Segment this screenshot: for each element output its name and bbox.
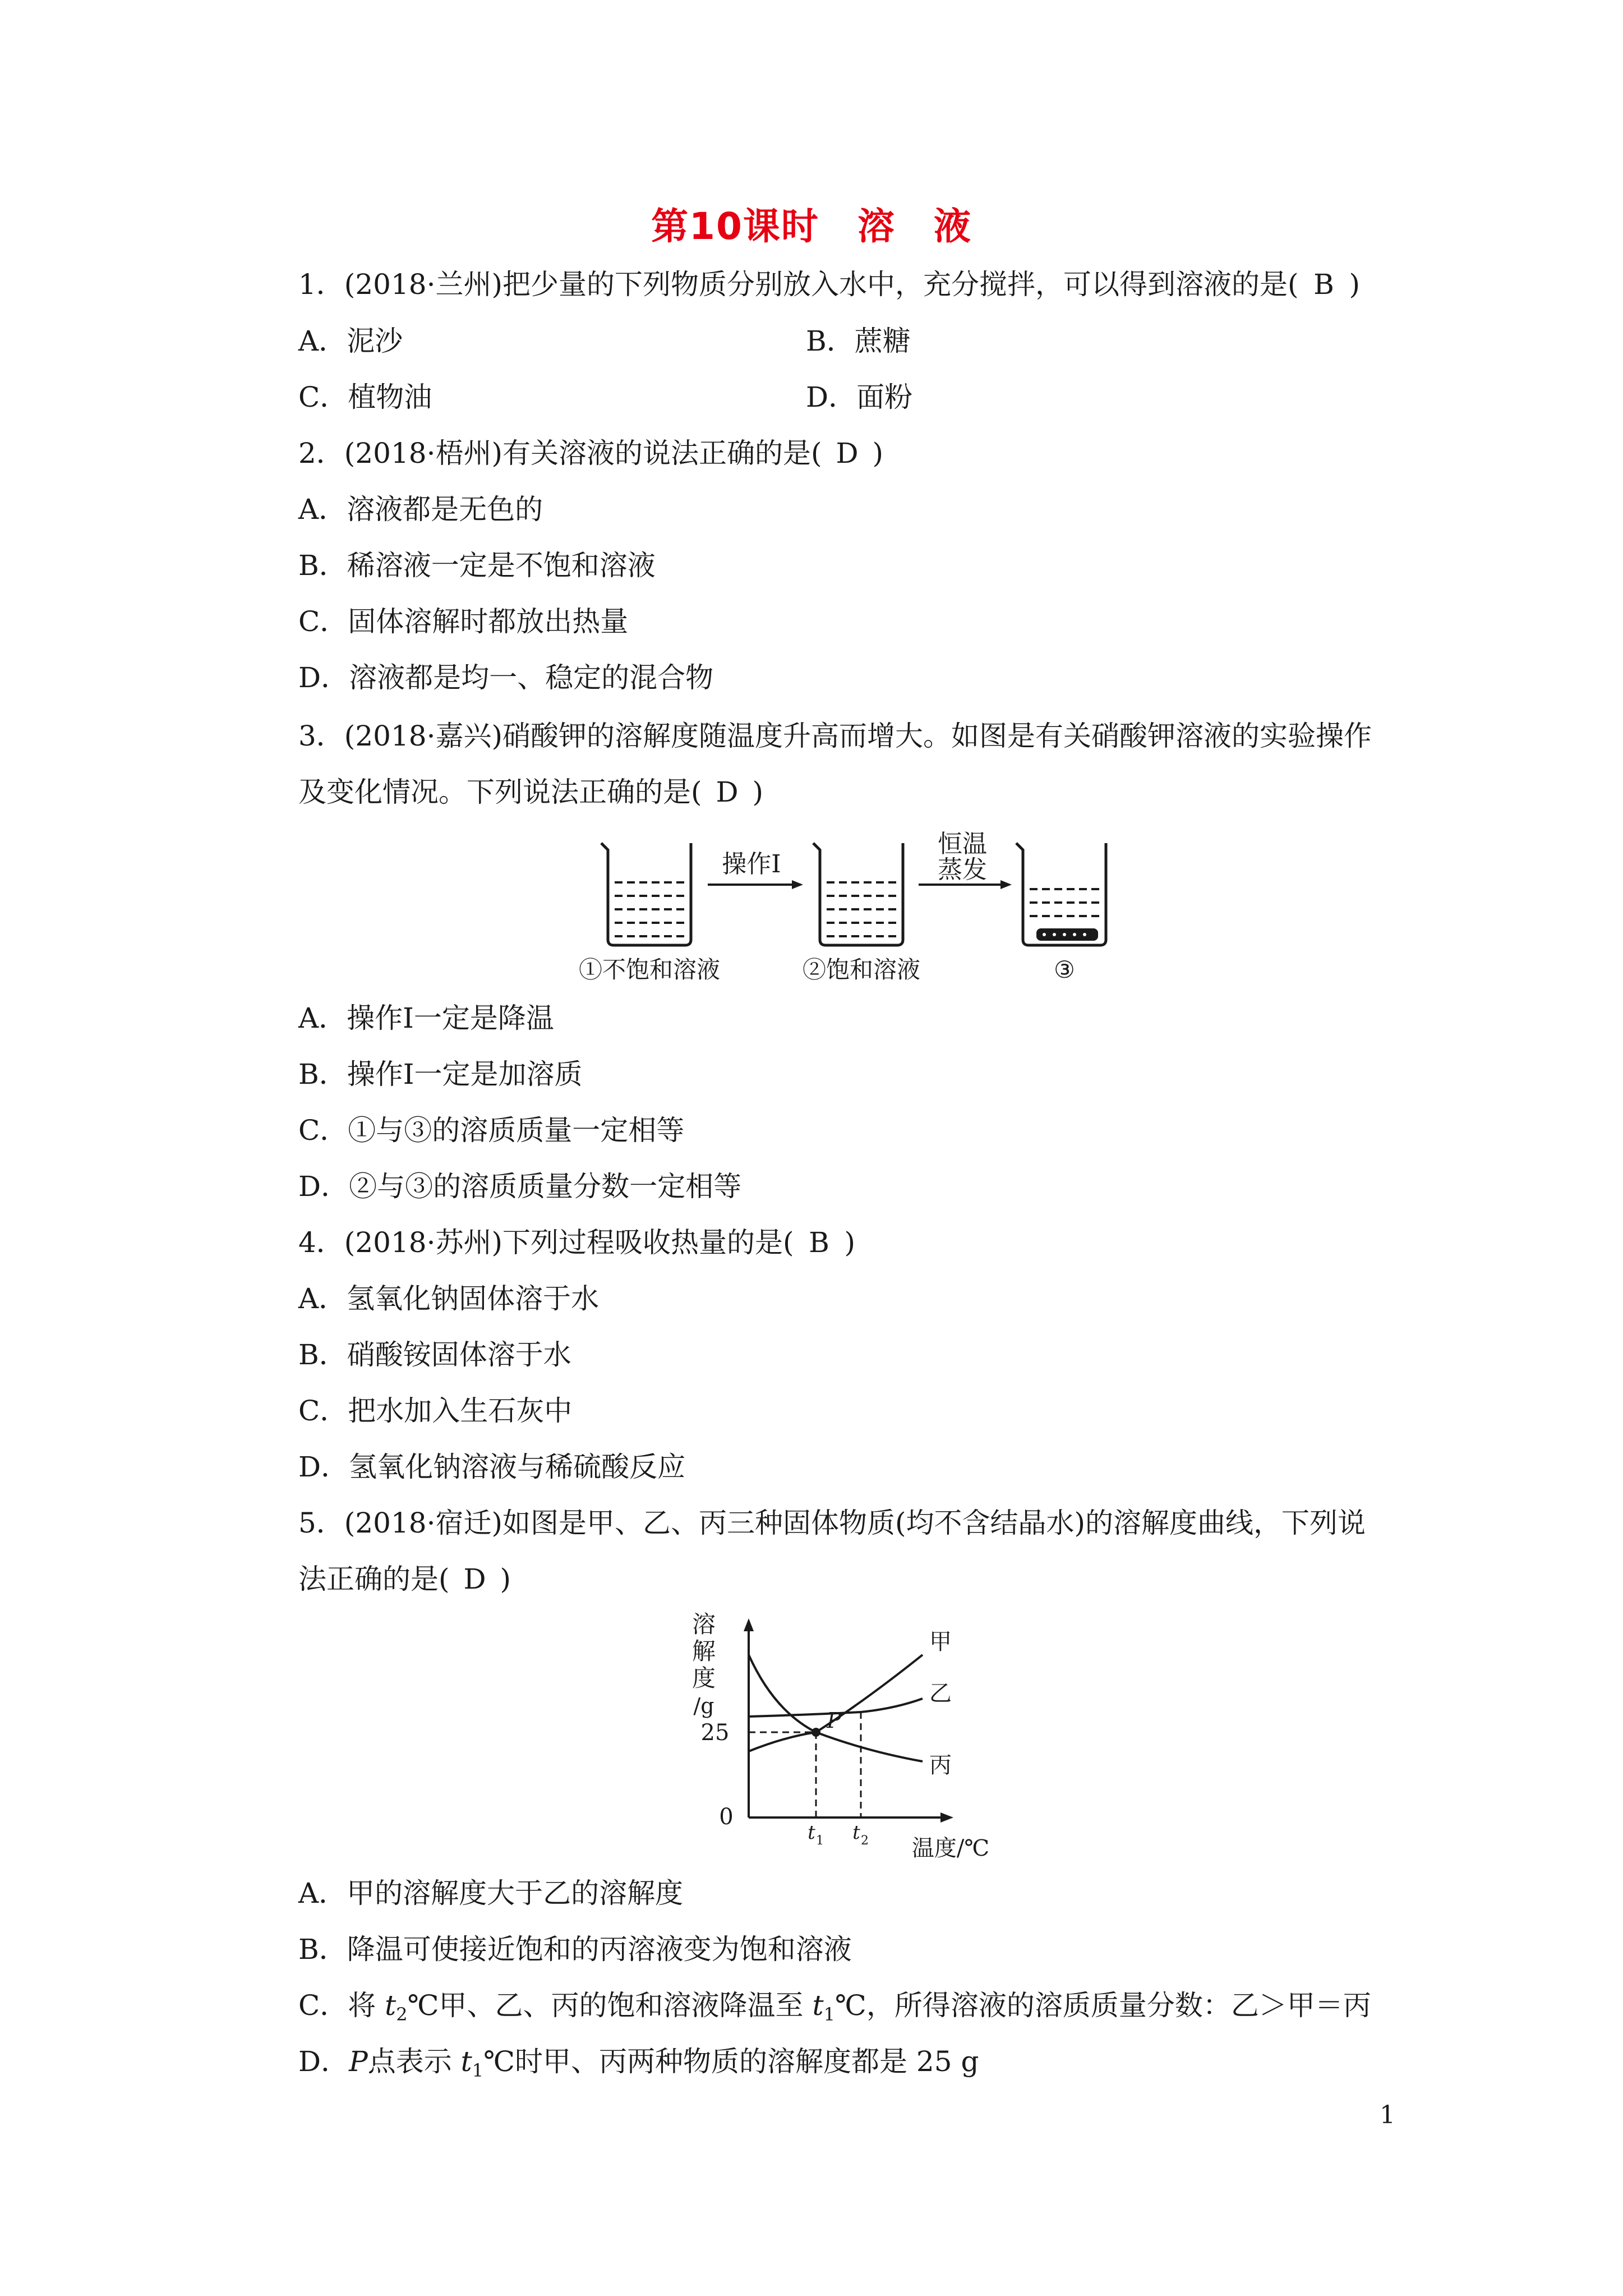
curve-jia-label: 甲 xyxy=(929,1629,952,1655)
question-4-option-b: B．硝酸铵固体溶于水 xyxy=(298,1338,571,1371)
question-2-option-c: C．固体溶解时都放出热量 xyxy=(298,605,629,638)
question-2-option-a: A．溶液都是无色的 xyxy=(298,493,543,526)
question-4-option-d: D．氢氧化钠溶液与稀硫酸反应 xyxy=(298,1451,686,1483)
question-5-option-c: C．将 $t_2℃$甲、乙、丙的饱和溶液降温至 $t_1℃$，所得溶液的溶质质量分数：乙＞甲＝丙 xyxy=(298,1989,1371,2025)
arrow-2-label-line2: 蒸发 xyxy=(938,855,987,884)
question-3-stem-line2: 及变化情况。下列说法正确的是( D ) xyxy=(298,776,764,808)
question-1-answer: B xyxy=(1313,268,1334,301)
curve-yi-label: 乙 xyxy=(929,1681,952,1706)
origin-label: 0 xyxy=(719,1804,734,1830)
ylabel-unit: /g xyxy=(693,1694,714,1718)
arrow-2-label-line1: 恒温 xyxy=(938,830,987,858)
question-3-option-d: D．②与③的溶质质量分数一定相等 xyxy=(298,1170,742,1203)
beaker-1-caption: ①不饱和溶液 xyxy=(578,956,721,983)
ylabel-char-2: 解 xyxy=(691,1637,716,1665)
question-4-option-c: C．把水加入生石灰中 xyxy=(298,1395,573,1427)
question-3-answer: D xyxy=(716,776,739,808)
page-title: 第10课时 溶 液 xyxy=(651,205,972,248)
question-5-answer: D xyxy=(463,1563,486,1595)
curve-jia xyxy=(749,1655,923,1751)
xlabel: 温度/℃ xyxy=(911,1835,990,1861)
question-5-stem-line1: 5．(2018·宿迁)如图是甲、乙、丙三种固体物质(均不含结晶水)的溶解度曲线，下列说 xyxy=(298,1507,1366,1539)
question-5-stem-line2: 法正确的是( D ) xyxy=(298,1563,511,1595)
arrow-1-label: 操作Ⅰ xyxy=(722,850,781,878)
question-1-stem: 1．(2018·兰州)把少量的下列物质分别放入水中，充分搅拌，可以得到溶液的是( B ) xyxy=(298,268,1360,301)
xtick-t1: t xyxy=(808,1821,815,1844)
question-5-option-d: D．P点表示 $t_1℃$时甲、丙两种物质的溶解度都是 25 g xyxy=(298,2045,979,2081)
page-number: 1 xyxy=(1380,2101,1395,2129)
xtick-t2: t xyxy=(852,1821,860,1844)
point-p xyxy=(811,1728,820,1737)
question-3-stem-line1: 3．(2018·嘉兴)硝酸钾的溶解度随温度升高而增大。如图是有关硝酸钾溶液的实验操作 xyxy=(298,720,1372,752)
question-4-stem: 4．(2018·苏州)下列过程吸收热量的是( B ) xyxy=(298,1226,855,1259)
question-1-option-c: C．植物油 xyxy=(298,381,432,413)
beaker-3-caption: ③ xyxy=(1054,956,1075,983)
ylabel-char-1: 溶 xyxy=(691,1611,716,1638)
curve-bing-label: 丙 xyxy=(929,1752,952,1778)
question-1-option-a: A．泥沙 xyxy=(298,325,403,357)
question-2-option-b: B．稀溶液一定是不饱和溶液 xyxy=(298,549,656,582)
question-3-option-a: A．操作Ⅰ一定是降温 xyxy=(298,1002,554,1034)
beaker-figure xyxy=(561,827,1144,996)
solubility-graph xyxy=(681,1604,1007,1862)
beaker-2-caption: ②饱和溶液 xyxy=(802,956,921,983)
question-4-option-a: A．氢氧化钠固体溶于水 xyxy=(298,1282,600,1315)
point-p-label: P xyxy=(827,1708,841,1733)
question-1-option-b: B．蔗糖 xyxy=(806,325,911,357)
question-2-stem: 2．(2018·梧州)有关溶液的说法正确的是( D ) xyxy=(298,437,883,470)
question-2-option-d: D．溶液都是均一、稳定的混合物 xyxy=(298,661,714,694)
question-4-answer: B xyxy=(809,1226,829,1259)
ylabel-char-3: 度 xyxy=(691,1664,716,1692)
xtick-t1-sub: 1 xyxy=(816,1834,824,1848)
question-1-option-d: D．面粉 xyxy=(806,381,913,413)
question-3-option-b: B．操作Ⅰ一定是加溶质 xyxy=(298,1058,583,1091)
ytick-25: 25 xyxy=(700,1720,730,1746)
question-5-option-a: A．甲的溶解度大于乙的溶解度 xyxy=(298,1877,684,1910)
question-5-option-b: B．降温可使接近饱和的丙溶液变为饱和溶液 xyxy=(298,1933,852,1966)
xtick-t2-sub: 2 xyxy=(861,1834,869,1848)
question-3-option-c: C．①与③的溶质质量一定相等 xyxy=(298,1114,685,1147)
question-2-answer: D xyxy=(836,437,859,470)
